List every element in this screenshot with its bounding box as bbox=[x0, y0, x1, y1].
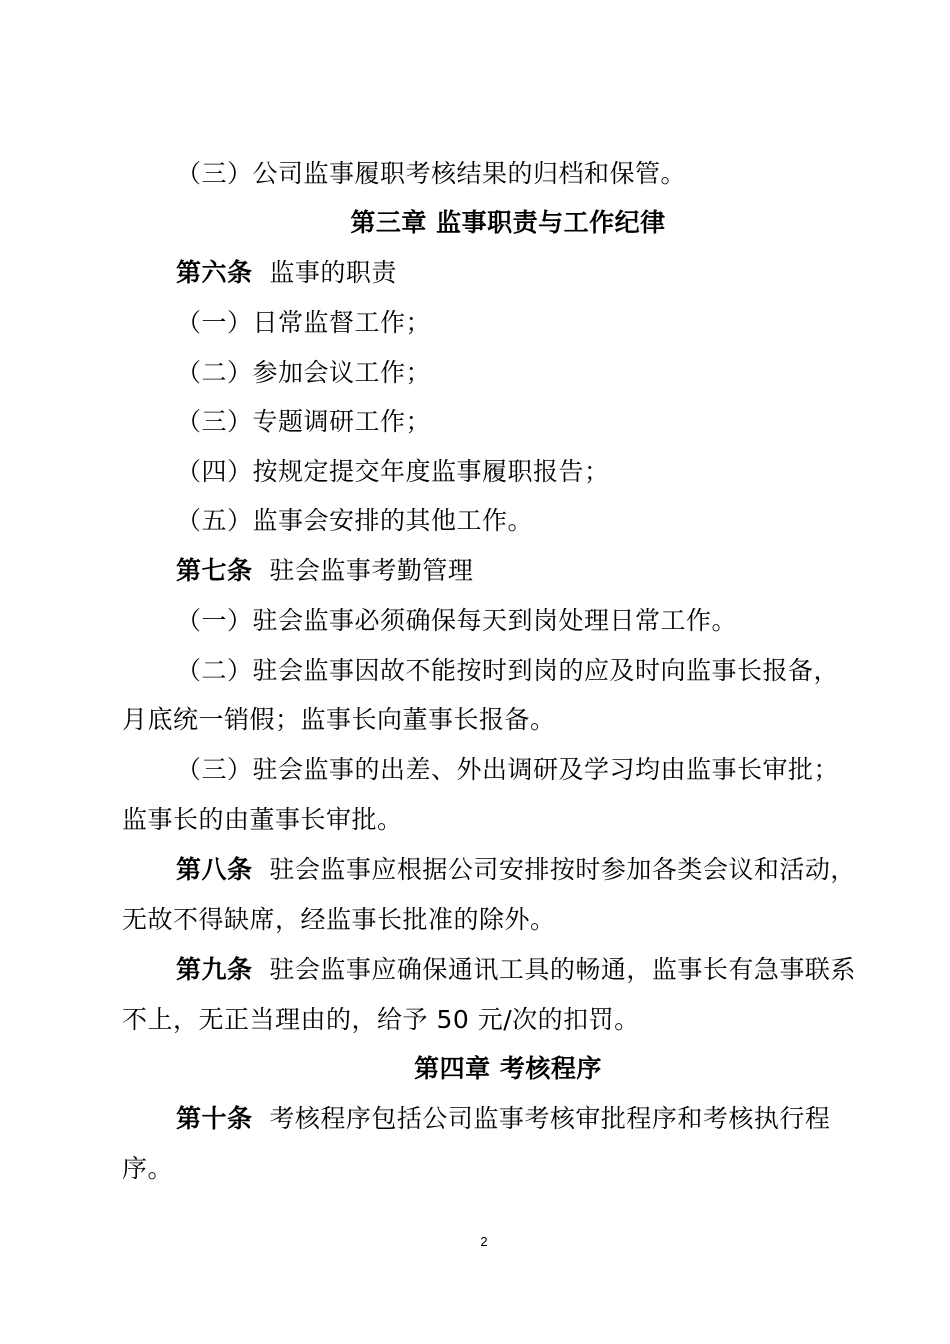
article-9-line-2: 不上，无正当理由的，给予 50 元/次的扣罚。 bbox=[122, 1005, 640, 1034]
list-item: （一）日常监督工作； bbox=[176, 308, 432, 337]
article-8-line-1 bbox=[176, 853, 856, 887]
article-7-item-2-line-1: （二）驻会监事因故不能按时到岗的应及时向监事长报备， bbox=[176, 656, 840, 685]
article-6-text: 监事的职责 bbox=[269, 258, 397, 287]
article-10-label: 第十条 bbox=[176, 1104, 253, 1133]
list-item: （四）按规定提交年度监事履职报告； bbox=[176, 457, 610, 486]
article-6-label: 第六条 bbox=[176, 258, 253, 287]
article-7-item-2-line-2: 月底统一销假；监事长向董事长报备。 bbox=[122, 705, 556, 734]
article-10-text: 考核程序包括公司监事考核审批程序和考核执行程 bbox=[269, 1104, 831, 1133]
article-6-heading bbox=[176, 256, 397, 290]
article-7-text: 驻会监事考勤管理 bbox=[269, 556, 474, 585]
list-item: （二）参加会议工作； bbox=[176, 358, 432, 387]
list-item: （五）监事会安排的其他工作。 bbox=[176, 506, 534, 535]
page-number: 2 bbox=[480, 1234, 488, 1249]
article-8-label: 第八条 bbox=[176, 855, 253, 884]
article-7-heading bbox=[176, 554, 473, 588]
article-7-item-1: （一）驻会监事必须确保每天到岗处理日常工作。 bbox=[176, 606, 738, 635]
article-9-line-1 bbox=[176, 953, 856, 987]
article-8-text: 驻会监事应根据公司安排按时参加各类会议和活动， bbox=[269, 855, 856, 884]
article-7-item-3-line-1: （三）驻会监事的出差、外出调研及学习均由监事长审批； bbox=[176, 755, 840, 784]
chapter-3-heading: 第三章 监事职责与工作纪律 bbox=[350, 208, 666, 237]
chapter-4-heading: 第四章 考核程序 bbox=[414, 1054, 602, 1083]
list-item: （三）专题调研工作； bbox=[176, 407, 432, 436]
article-8-line-2: 无故不得缺席，经监事长批准的除外。 bbox=[122, 905, 556, 934]
article-7-label: 第七条 bbox=[176, 556, 253, 585]
article-7-item-3-line-2: 监事长的由董事长审批。 bbox=[122, 805, 403, 834]
article-10-line-1 bbox=[176, 1102, 830, 1136]
article-9-label: 第九条 bbox=[176, 955, 253, 984]
article-10-line-2: 序。 bbox=[122, 1154, 174, 1183]
article-9-text: 驻会监事应确保通讯工具的畅通，监事长有急事联系 bbox=[269, 955, 856, 984]
paragraph-archive: （三）公司监事履职考核结果的归档和保管。 bbox=[176, 159, 687, 188]
